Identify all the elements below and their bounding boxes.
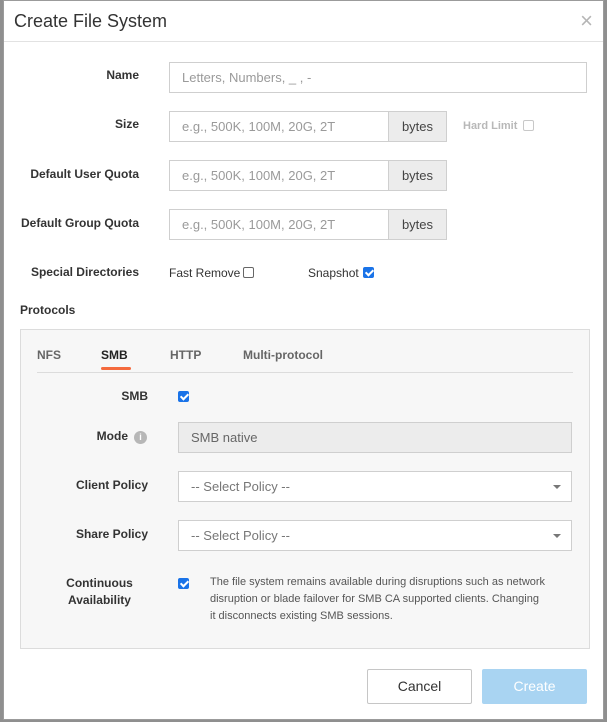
create-file-system-dialog xyxy=(3,0,604,720)
share-policy-value: -- Select Policy -- xyxy=(191,528,290,543)
continuous-availability-label xyxy=(51,576,148,607)
mode-label: Mode xyxy=(96,429,128,443)
protocols-panel xyxy=(20,329,590,649)
tab-nfs[interactable]: NFS xyxy=(37,348,61,362)
group-quota-label: Default Group Quota xyxy=(21,216,139,230)
fast-remove-label: Fast Remove xyxy=(169,266,241,280)
protocols-label: Protocols xyxy=(20,303,76,317)
fast-remove-checkbox[interactable] xyxy=(243,267,254,278)
hard-limit-checkbox[interactable] xyxy=(523,120,534,131)
user-quota-input[interactable]: e.g., 500K, 100M, 20G, 2T xyxy=(169,160,389,191)
size-label: Size xyxy=(114,117,139,131)
tab-http[interactable]: HTTP xyxy=(170,348,202,362)
client-policy-label: Client Policy xyxy=(75,478,148,492)
close-icon[interactable]: × xyxy=(580,8,593,33)
continuous-availability-checkbox[interactable] xyxy=(178,578,189,589)
group-quota-unit-addon: bytes xyxy=(388,209,447,240)
tab-multi-protocol[interactable]: Multi-protocol xyxy=(243,348,323,362)
snapshot-label: Snapshot xyxy=(308,266,359,280)
ca-desc-line-3: it disconnects existing SMB sessions. xyxy=(210,610,393,622)
client-policy-value: -- Select Policy -- xyxy=(191,479,290,494)
size-input[interactable]: e.g., 500K, 100M, 20G, 2T xyxy=(169,111,389,142)
special-directories-label: Special Directories xyxy=(30,265,139,279)
name-input[interactable]: Letters, Numbers, _ , - xyxy=(169,62,587,93)
user-quota-label: Default User Quota xyxy=(30,167,139,181)
info-icon[interactable]: i xyxy=(134,431,147,444)
ca-desc-line-1: The file system remains available during disruptions such as network xyxy=(210,576,546,588)
smb-enable-label: SMB xyxy=(121,389,148,403)
chevron-down-icon xyxy=(553,485,561,489)
active-tab-indicator xyxy=(101,367,131,370)
name-label: Name xyxy=(106,68,139,82)
snapshot-checkbox[interactable] xyxy=(363,267,374,278)
smb-enable-checkbox[interactable] xyxy=(178,391,189,402)
dialog-title: Create File System xyxy=(14,11,168,31)
hard-limit-label: Hard Limit xyxy=(463,120,518,132)
cancel-button[interactable]: Cancel xyxy=(367,669,472,704)
tab-smb[interactable]: SMB xyxy=(101,348,128,362)
continuous-availability-description xyxy=(210,574,580,625)
ca-label-line-2: Availability xyxy=(68,593,131,607)
user-quota-unit-addon: bytes xyxy=(388,160,447,191)
size-unit-addon: bytes xyxy=(388,111,447,142)
share-policy-select[interactable] xyxy=(178,520,572,551)
ca-label-line-1: Continuous xyxy=(66,576,133,590)
client-policy-select[interactable] xyxy=(178,471,572,502)
mode-readonly-field: SMB native xyxy=(178,422,572,453)
group-quota-input[interactable]: e.g., 500K, 100M, 20G, 2T xyxy=(169,209,389,240)
protocol-tabs xyxy=(37,346,573,373)
dialog-header xyxy=(4,1,603,42)
create-button[interactable]: Create xyxy=(482,669,587,704)
share-policy-label: Share Policy xyxy=(75,527,148,541)
ca-desc-line-2: disruption or blade failover for SMB CA supported clients. Changing xyxy=(210,593,539,605)
chevron-down-icon xyxy=(553,534,561,538)
